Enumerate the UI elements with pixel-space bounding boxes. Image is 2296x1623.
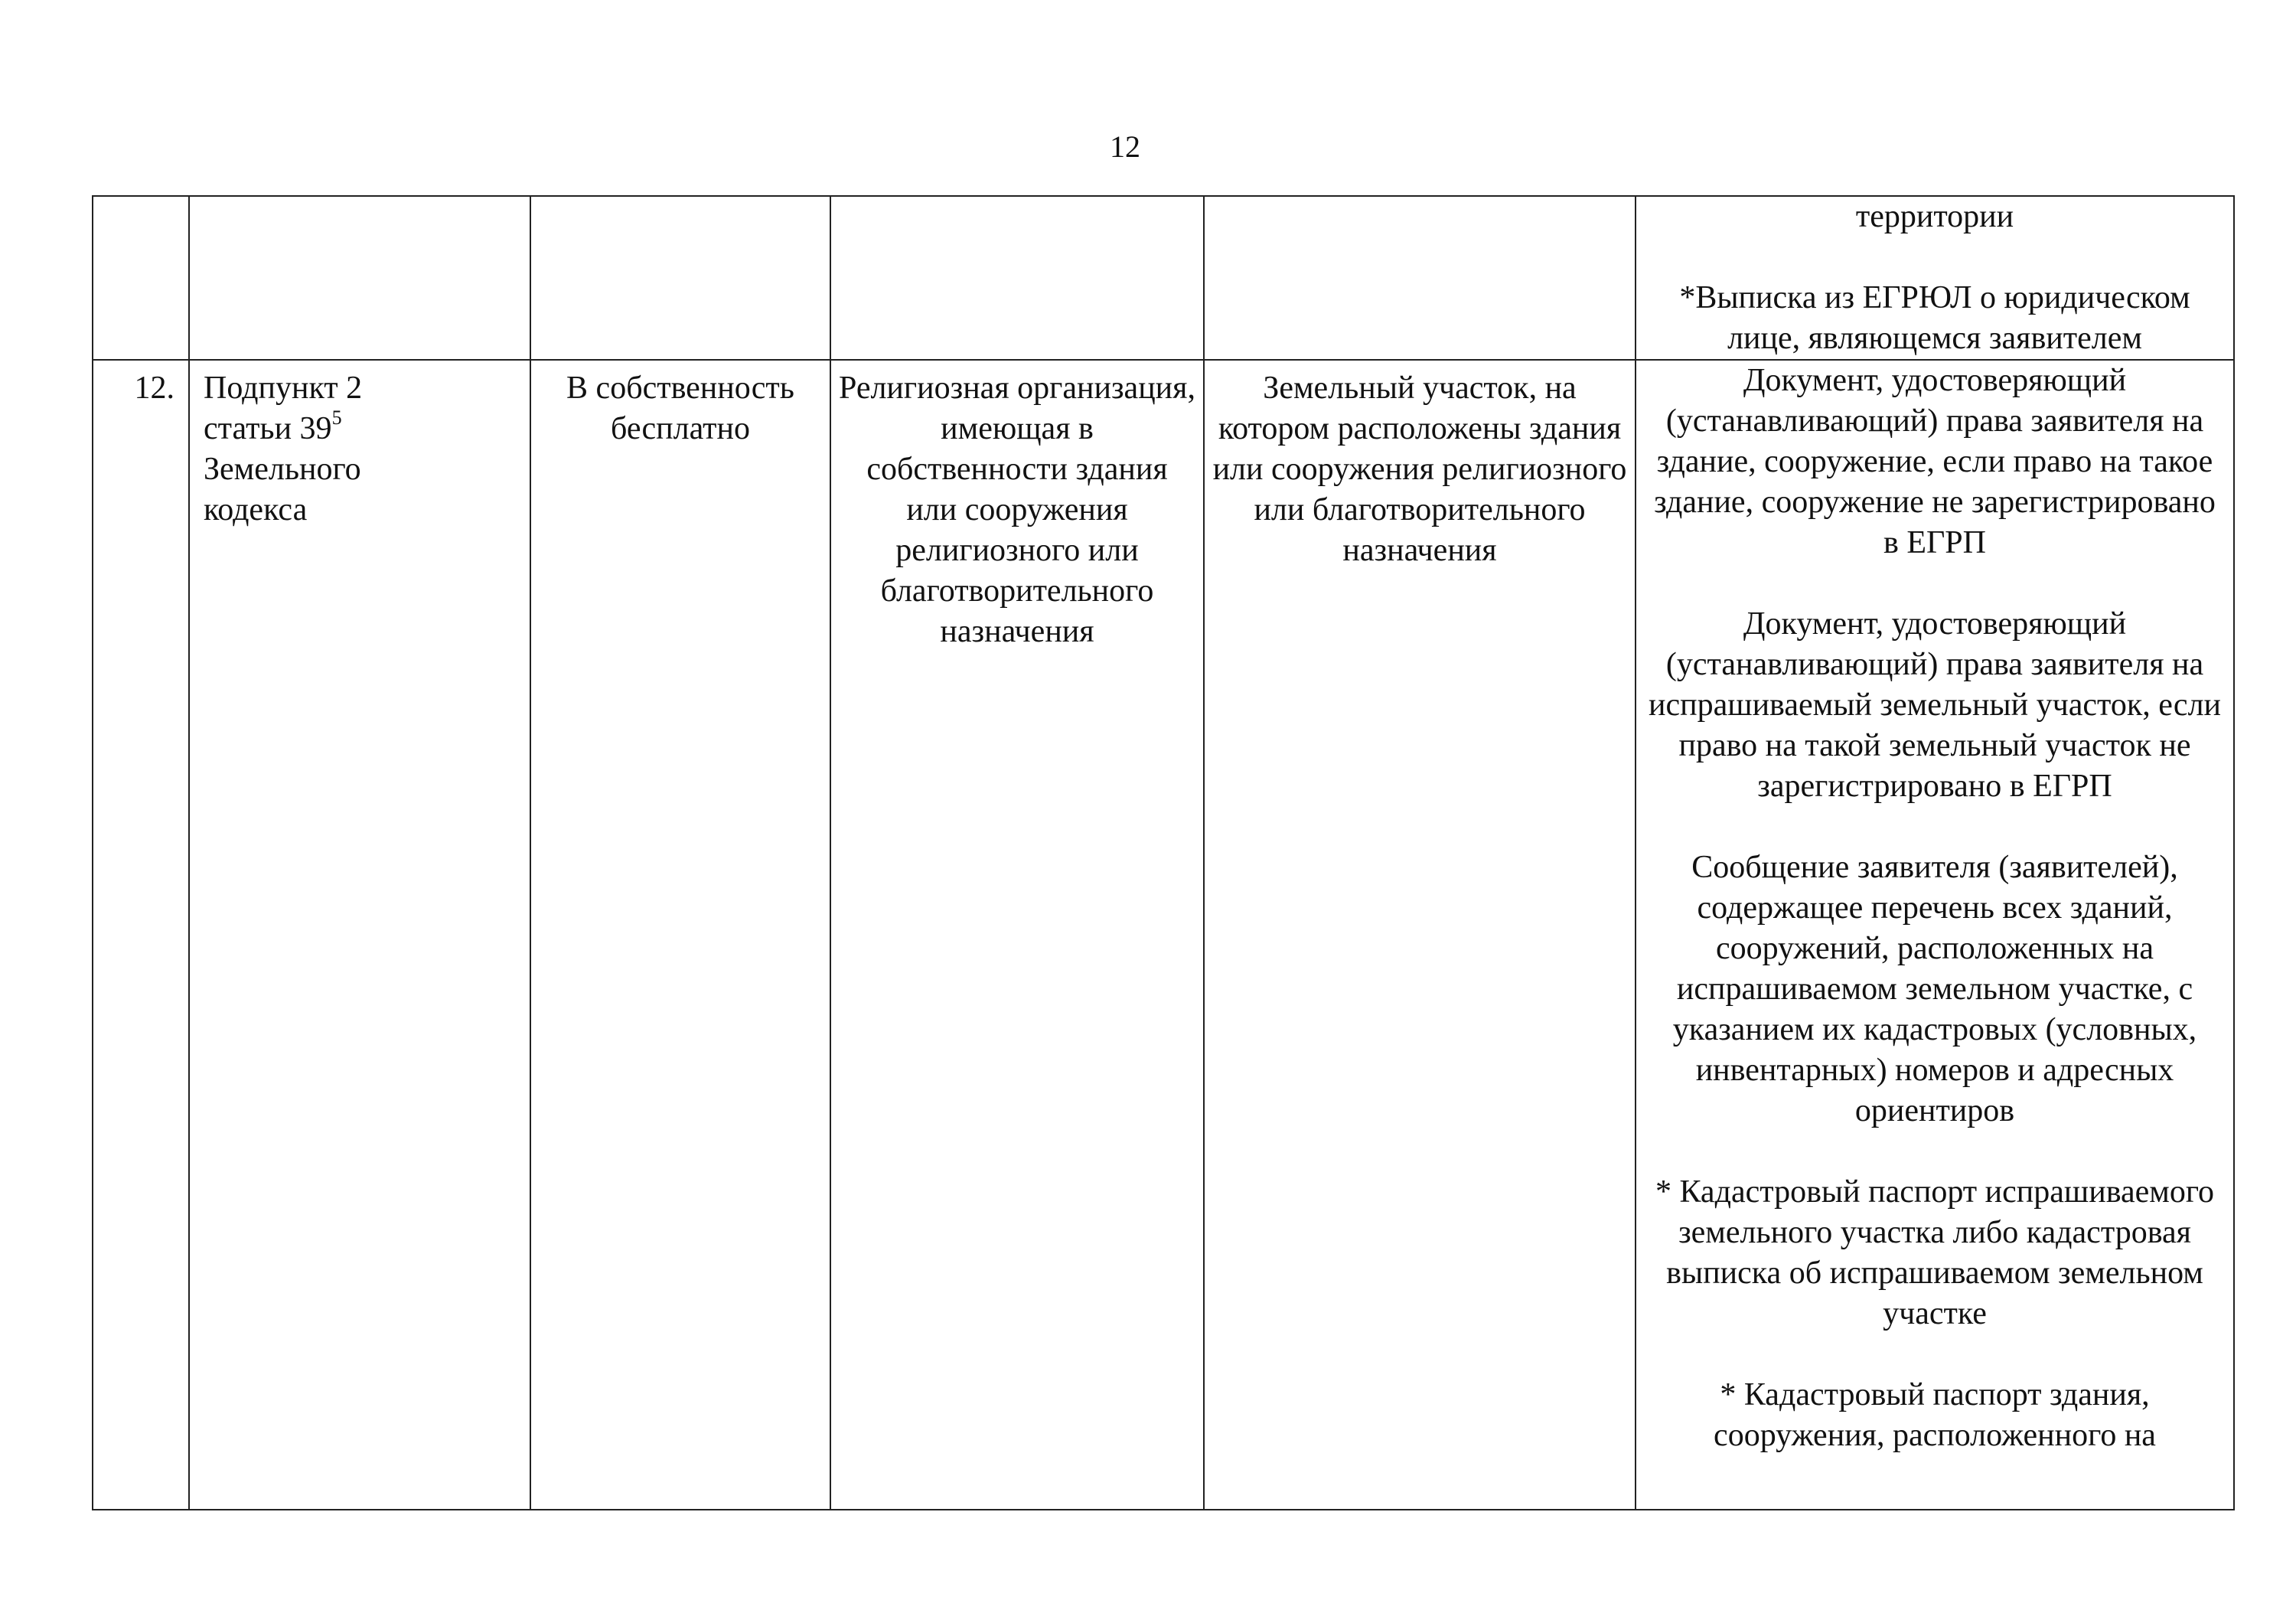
document-item: Документ, удостоверяющий (устанавливающий) права заявителя на здание, сооружение, если право на такое здание, сооружение не зарегистрировано в ЕГРП: [1654, 363, 2216, 560]
cell-number-empty: [93, 196, 189, 360]
document-item: Сообщение заявителя (заявителей), содержащее перечень всех зданий, сооружений, расположенных на испрашиваемом земельном участке, с указанием их кадастровых (условных, инвентарных) номеров и адресных ориентиров: [1672, 850, 2197, 1128]
document-item: * Кадастровый паспорт здания, сооружения, расположенного на: [1714, 1377, 2156, 1453]
continuation-row: [93, 196, 2234, 360]
legal-basis-line2: [204, 409, 522, 449]
cell-applicant-empty: [830, 196, 1204, 360]
cell-basis-empty: [189, 196, 530, 360]
legal-basis-article: статьи 39: [204, 411, 332, 446]
legal-basis-line3: Земельного: [204, 452, 361, 487]
page-number: 12: [1110, 129, 1140, 164]
legal-basis-cell: [189, 360, 530, 1510]
docs-continuation-text: территории: [1855, 199, 2014, 234]
document-item: Документ, удостоверяющий (устанавливающий) права заявителя на испрашиваемый земельный участок, если право на такой земельный участок не зарегистрировано в ЕГРП: [1649, 606, 2222, 804]
document-item: * Кадастровый паспорт испрашиваемого земельного участка либо кадастровая выписка об испрашиваемом земельном участке: [1655, 1174, 2215, 1331]
legal-basis-line4: кодекса: [204, 492, 308, 527]
cell-land-empty: [1204, 196, 1636, 360]
table-row-12: [93, 360, 2234, 1510]
legal-basis-superscript: 5: [331, 407, 342, 429]
land-plot-cell: Земельный участок, на котором расположены здания или сооружения религиозного или благотворительного назначения: [1204, 360, 1636, 1510]
cell-right-empty: [530, 196, 830, 360]
legal-basis-line1: Подпункт 2: [204, 371, 363, 406]
applicant-cell: Религиозная организация, имеющая в собственности здания или сооружения религиозного или благотворительного назначения: [830, 360, 1204, 1510]
requirements-table: [92, 195, 2235, 1510]
docs-egrul-extract: *Выписка из ЕГРЮЛ о юридическом лице, являющемся заявителем: [1679, 280, 2190, 356]
right-type-cell: В собственность бесплатно: [530, 360, 830, 1510]
cell-docs-continuation: [1636, 196, 2234, 360]
row-number: 12.: [93, 360, 189, 1510]
documents-cell: [1636, 360, 2234, 1510]
